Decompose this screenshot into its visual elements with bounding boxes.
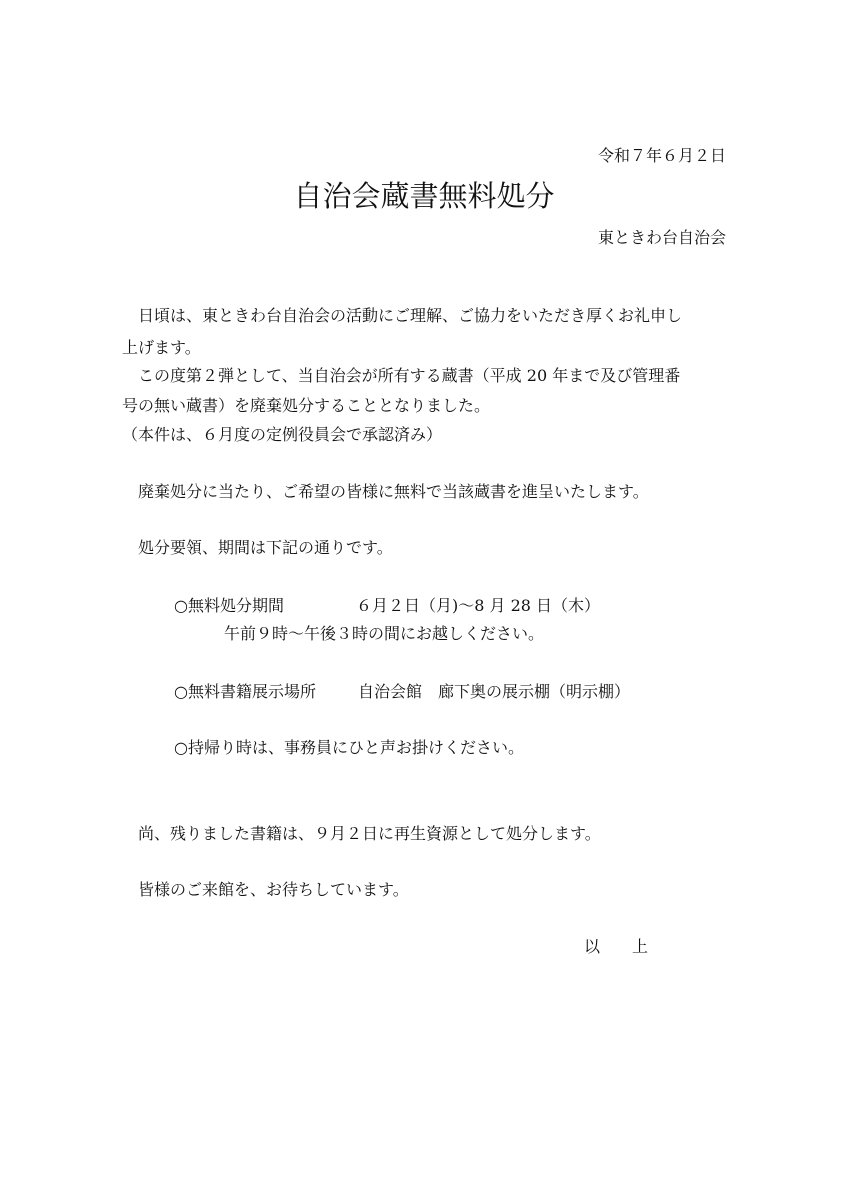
document-title: 自治会蔵書無料処分 [293, 179, 555, 213]
announcement-line-2: 号の無い蔵書）を廃棄処分することとなりました。 [122, 396, 491, 415]
greeting-line-1: 日頃は、東ときわ台自治会の活動にご理解、ご協力をいただき厚くお礼申し [138, 306, 683, 325]
period-label: ○無料処分期間 [174, 596, 284, 615]
announcement-line-1: この度第２弾として、当自治会が所有する蔵書（平成 20 年まで及び管理番 [138, 366, 681, 385]
document-date: 令和７年６月２日 [597, 146, 726, 165]
period-value: ６月２日（月)～8 月 28 日（木） [356, 596, 601, 615]
approval-note: （本件は、６月度の定例役員会で承認済み） [122, 425, 443, 444]
take-home-notice: ○持帰り時は、事務員にひと声お掛けください。 [174, 738, 524, 757]
closing-mark: 以 上 [584, 937, 649, 956]
greeting-line-2: 上げます。 [122, 338, 201, 357]
invitation-line: 皆様のご来館を、お待ちしています。 [138, 880, 409, 899]
procedure-intro: 処分要領、期間は下記の通りです。 [138, 538, 393, 557]
location-value: 自治会館 廊下奥の展示棚（明示棚） [358, 682, 631, 701]
location-label: ○無料書籍展示場所 [174, 682, 316, 701]
offer-paragraph: 廃棄処分に当たり、ご希望の皆様に無料で当該蔵書を進呈いたします。 [138, 482, 649, 501]
organization-name: 東ときわ台自治会 [597, 228, 726, 247]
remaining-books-notice: 尚、残りました書籍は、９月２日に再生資源として処分します。 [138, 824, 601, 843]
period-hours-note: 午前９時～午後３時の間にお越しください。 [224, 624, 545, 643]
